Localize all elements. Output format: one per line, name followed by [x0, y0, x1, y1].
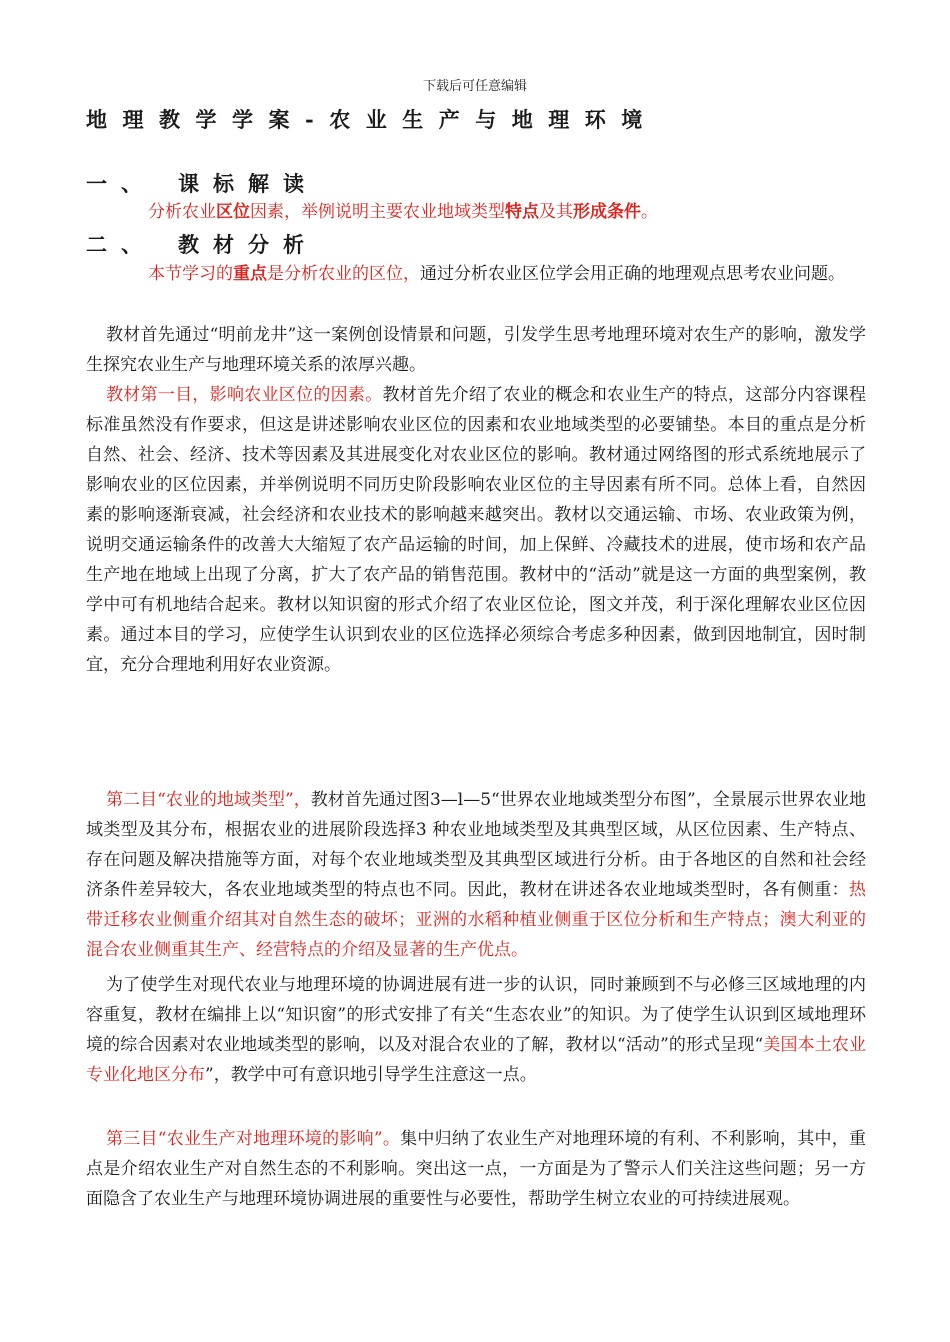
download-note: 下载后可任意编辑 [422, 79, 527, 94]
section-number: 二、 [86, 232, 156, 257]
section-heading-2 [86, 229, 318, 259]
text-run: 本节学习的 [148, 264, 233, 284]
text-run: 第三目“农业生产对地理环境的影响”。 [106, 1129, 401, 1149]
section-one-paragraph [86, 380, 866, 680]
section-two-paragraph [86, 785, 866, 965]
text-run-bold: 特点 [505, 202, 539, 222]
section-number: 一、 [86, 171, 156, 196]
text-run: 美国本土农业专业化地区分布 [86, 1035, 867, 1085]
text-run: 为了使学生对现代农业与地理环境的协调进展有进一步的认识，同时兼顾到不与必修三区域地理的内容重复，教材在编排上以“知识窗”的形式安排了有关“生态农业”的知识。为了使学生认识到区域地理环境的综合因素对农业地域类型的影响，以及对混合农业的了解，教材以“活动”的形式呈现“ [86, 975, 866, 1055]
text-run: 集中归纳了农业生产对地理环境的有利、不利影响，其中，重点是介绍农业生产对自然生态的不利影响。突出这一点，一方面是为了警示人们关注这些问题；另一方面隐含了农业生产与地理环境协调进展的重要性与必要性，帮助学生树立农业的可持续进展观。 [86, 1129, 866, 1209]
text-run: 。 [641, 202, 658, 222]
focus-paragraph [86, 259, 866, 289]
section-heading-1 [86, 168, 318, 198]
text-run: 通过分析农业区位学会用正确的地理观点思考农业问题。 [420, 264, 845, 284]
text-run: 因素，举例说明主要农业地域类型 [250, 202, 505, 222]
section-three-paragraph [86, 1124, 866, 1214]
text-run-bold: 区位 [216, 202, 250, 222]
text-run: 教材首先通过图3—l—5“世界农业地域类型分布图”，全景展示世界农业地域类型及其分布，根据农业的进展阶段选择3 种农业地域类型及其典型区域，从区位因素、生产特点、存在问题及解决措施等方面，对每个农业地域类型及其典型区域进行分析。由于各地区的自然和社会经济条件差异较大，各农业地域类型的特点也不同。因此，教材在讲述各农业地域类型时，各有侧重： [86, 790, 866, 900]
text-run: ”，教学中可有意识地引导学生注意这一点。 [205, 1065, 537, 1085]
text-run: 教材第一目，影响农业区位的因素。 [106, 385, 383, 405]
standard-paragraph [86, 197, 866, 227]
text-run: 及其 [539, 202, 573, 222]
text-run: 是分析农业的区位， [267, 264, 420, 284]
document-title: 地理教学学案-农业生产与地理环境 [86, 107, 658, 132]
text-run-bold: 重点 [233, 264, 267, 284]
text-run-bold: 形成条件 [573, 202, 641, 222]
intro-paragraph: 教材首先通过“明前龙井”这一案例创设情景和问题，引发学生思考地理环境对农生产的影响，激发学生探究农业生产与地理环境关系的浓厚兴趣。 [86, 325, 866, 375]
text-run: 分析农业 [148, 202, 216, 222]
text-run: 第二目“农业的地域类型”， [106, 790, 311, 810]
text-run: 教材首先介绍了农业的概念和农业生产的特点，这部分内容课程标准虽然没有作要求，但这是讲述影响农业区位的因素和农业地域类型的必要铺垫。本目的重点是分析自然、社会、经济、技术等因素及其进展变化对农业区位的影响。教材通过网络图的形式系统地展示了影响农业的区位因素，并举例说明不同历史阶段影响农业区位的主导因素有所不同。总体上看，自然因素的影响逐渐衰减，社会经济和农业技术的影响越来越突出。教材以交通运输、市场、农业政策为例，说明交通运输条件的改善大大缩短了农产品运输的时间，加上保鲜、冷藏技术的进展，使市场和农产品生产地在地域上出现了分离，扩大了农产品的销售范围。教材中的“活动”就是这一方面的典型案例，教学中可有机地结合起来。教材以知识窗的形式介绍了农业区位论，图文并茂，利于深化理解农业区位因素。通过本目的学习，应使学生认识到农业的区位选择必须综合考虑多种因素，做到因地制宜，因时制宜，充分合理地利用好农业资源。 [86, 385, 867, 675]
section-title: 教材分析 [178, 232, 318, 257]
eco-agriculture-paragraph [86, 970, 866, 1090]
text-run: 热带迁移农业侧重介绍其对自然生态的破坏；亚洲的水稻种植业侧重于区位分析和生产特点；澳大利亚的混合农业侧重其生产、经营特点的介绍及显著的生产优点。 [86, 880, 866, 960]
section-title: 课标解读 [178, 171, 318, 196]
